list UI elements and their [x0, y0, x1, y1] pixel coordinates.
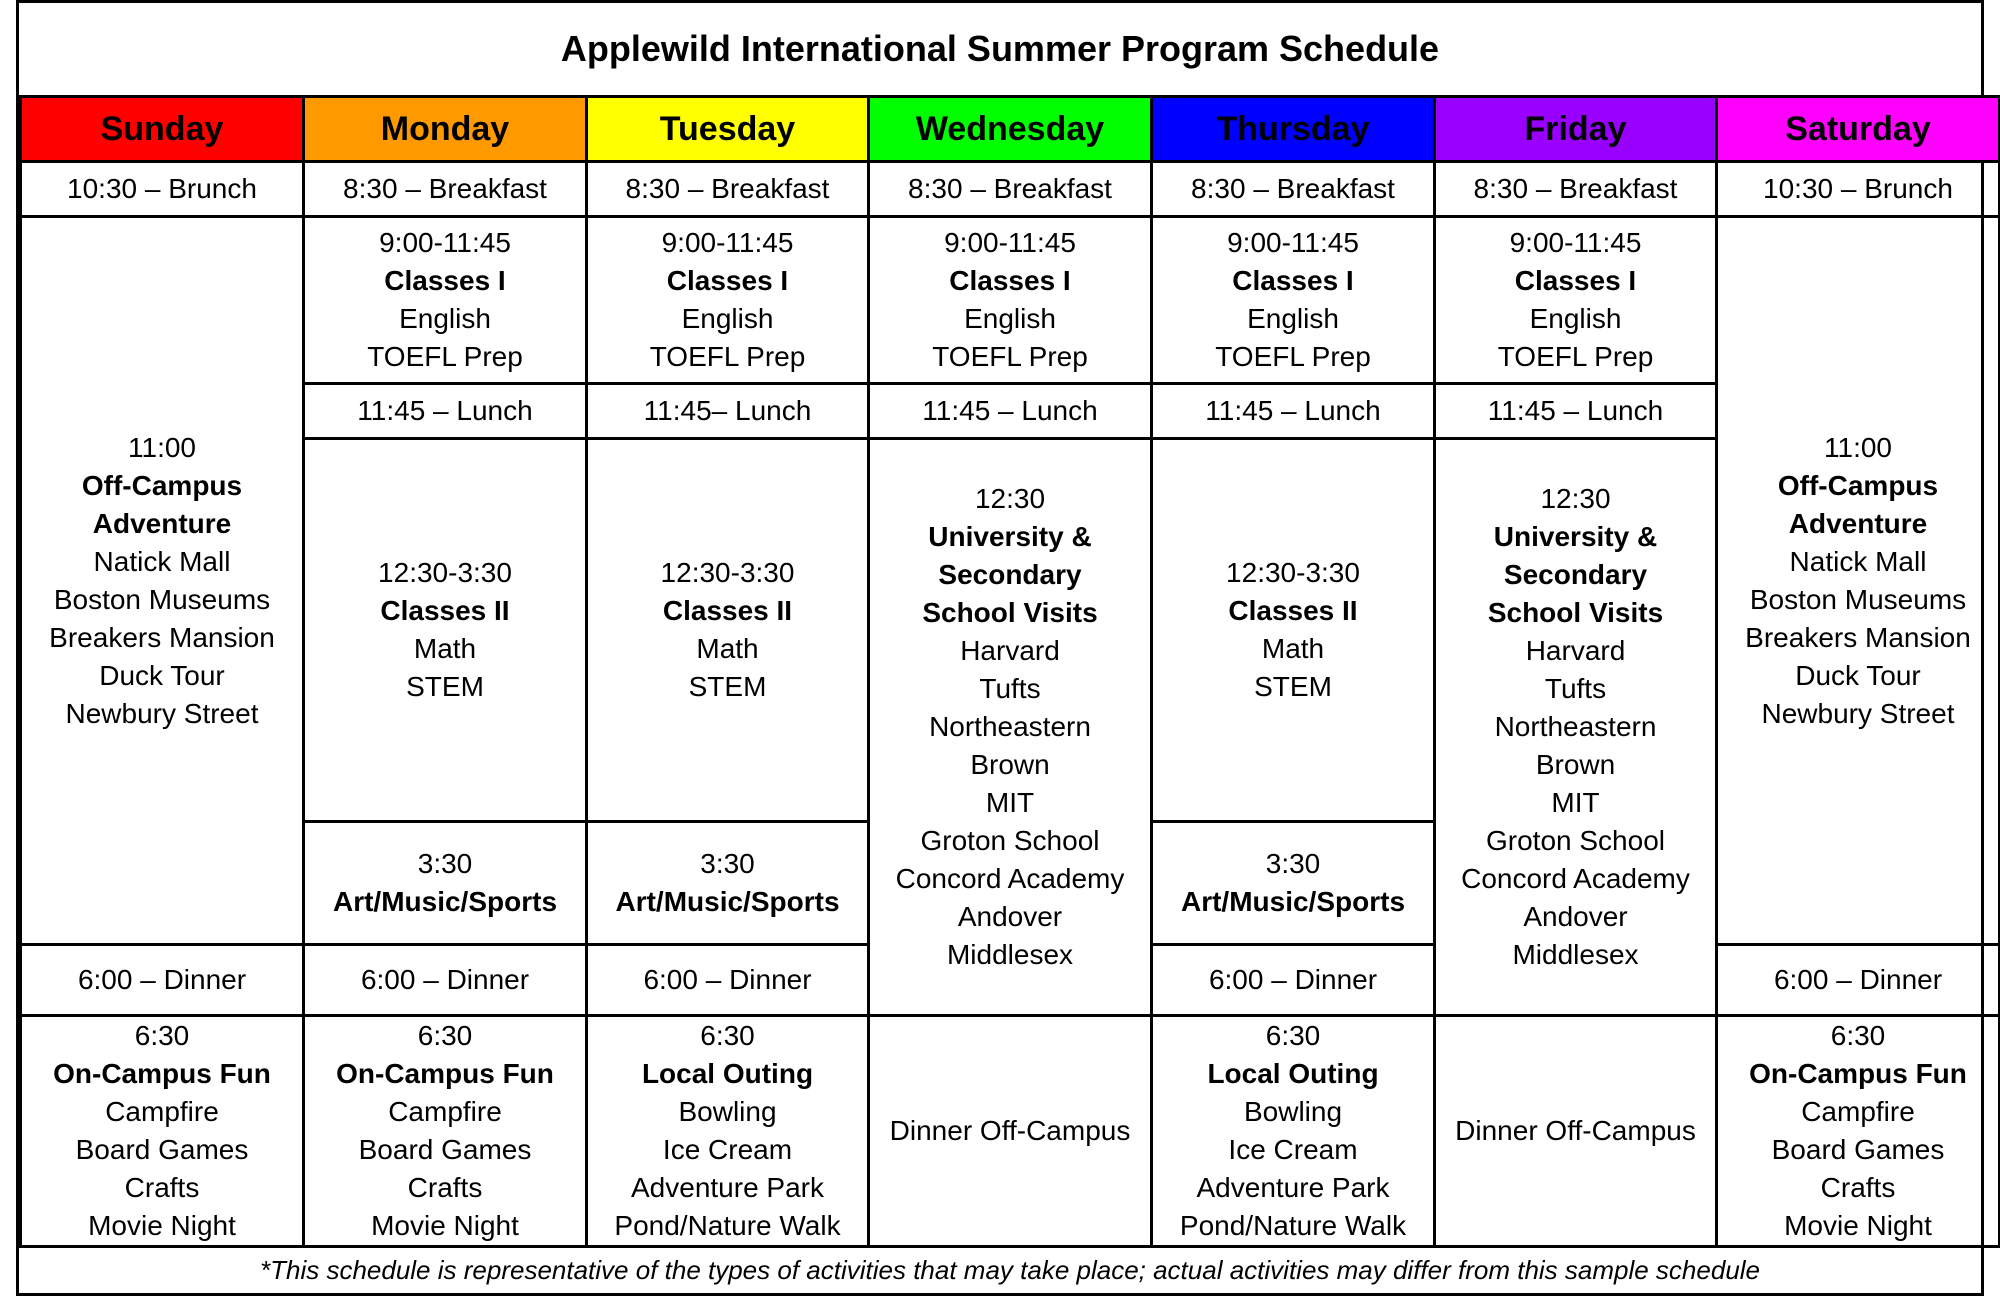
friday-breakfast: 8:30 – Breakfast — [1435, 162, 1717, 217]
saturday-dinner: 6:00 – Dinner — [1717, 945, 2000, 1016]
thursday-dinner: 6:00 – Dinner — [1152, 945, 1435, 1016]
sunday-brunch: 10:30 – Brunch — [21, 162, 304, 217]
saturday-on-campus-fun: 6:30 On-Campus Fun Campfire Board Games Crafts Movie Night — [1717, 1016, 2000, 1247]
schedule-table — [19, 95, 2000, 1292]
schedule-title: Applewild International Summer Program Schedule — [560, 28, 1440, 69]
wednesday-breakfast: 8:30 – Breakfast — [869, 162, 1152, 217]
footnote: *This schedule is representative of the types of activities that may take place; actual activities may differ from this sample schedule — [21, 1247, 2000, 1293]
day-header-friday: Friday — [1435, 97, 1717, 162]
friday-lunch: 11:45 – Lunch — [1435, 384, 1717, 439]
tuesday-art-music-sports: 3:30 Art/Music/Sports — [587, 822, 869, 945]
wednesday-classes-one: 9:00-11:45 Classes I English TOEFL Prep — [869, 217, 1152, 384]
classes-one-row — [21, 217, 2000, 384]
monday-classes-two: 12:30-3:30 Classes II Math STEM — [304, 439, 587, 822]
thursday-breakfast: 8:30 – Breakfast — [1152, 162, 1435, 217]
footnote-row — [21, 1247, 2000, 1293]
monday-on-campus-fun: 6:30 On-Campus Fun Campfire Board Games Crafts Movie Night — [304, 1016, 587, 1247]
day-header-thursday: Thursday — [1152, 97, 1435, 162]
sunday-adventure: 11:00 Off-Campus Adventure Natick Mall Boston Museums Breakers Mansion Duck Tour Newbury Street — [21, 217, 304, 945]
sunday-dinner: 6:00 – Dinner — [21, 945, 304, 1016]
lunch-row — [21, 384, 2000, 439]
thursday-local-outing: 6:30 Local Outing Bowling Ice Cream Adventure Park Pond/Nature Walk — [1152, 1016, 1435, 1247]
morning-meal-row — [21, 162, 2000, 217]
tuesday-dinner: 6:00 – Dinner — [587, 945, 869, 1016]
schedule-sheet — [16, 0, 1984, 1296]
monday-breakfast: 8:30 – Breakfast — [304, 162, 587, 217]
day-header-row — [21, 97, 2000, 162]
monday-lunch: 11:45 – Lunch — [304, 384, 587, 439]
day-header-saturday: Saturday — [1717, 97, 2000, 162]
wednesday-dinner-off-campus: Dinner Off-Campus — [869, 1016, 1152, 1247]
friday-school-visits: 12:30 University & Secondary School Visits Harvard Tufts Northeastern Brown MIT Groton School Concord Academy Andover Middlesex — [1435, 439, 1717, 1016]
day-header-tuesday: Tuesday — [587, 97, 869, 162]
tuesday-breakfast: 8:30 – Breakfast — [587, 162, 869, 217]
day-header-sunday: Sunday — [21, 97, 304, 162]
evening-row — [21, 1016, 2000, 1247]
tuesday-classes-one: 9:00-11:45 Classes I English TOEFL Prep — [587, 217, 869, 384]
friday-classes-one: 9:00-11:45 Classes I English TOEFL Prep — [1435, 217, 1717, 384]
classes-two-row — [21, 439, 2000, 822]
tuesday-classes-two: 12:30-3:30 Classes II Math STEM — [587, 439, 869, 822]
friday-dinner-off-campus: Dinner Off-Campus — [1435, 1016, 1717, 1247]
monday-art-music-sports: 3:30 Art/Music/Sports — [304, 822, 587, 945]
tuesday-lunch: 11:45– Lunch — [587, 384, 869, 439]
thursday-classes-one: 9:00-11:45 Classes I English TOEFL Prep — [1152, 217, 1435, 384]
wednesday-school-visits: 12:30 University & Secondary School Visits Harvard Tufts Northeastern Brown MIT Groton School Concord Academy Andover Middlesex — [869, 439, 1152, 1016]
monday-classes-one: 9:00-11:45 Classes I English TOEFL Prep — [304, 217, 587, 384]
day-header-wednesday: Wednesday — [869, 97, 1152, 162]
monday-dinner: 6:00 – Dinner — [304, 945, 587, 1016]
wednesday-lunch: 11:45 – Lunch — [869, 384, 1152, 439]
tuesday-local-outing: 6:30 Local Outing Bowling Ice Cream Adventure Park Pond/Nature Walk — [587, 1016, 869, 1247]
day-header-monday: Monday — [304, 97, 587, 162]
thursday-lunch: 11:45 – Lunch — [1152, 384, 1435, 439]
saturday-brunch: 10:30 – Brunch — [1717, 162, 2000, 217]
thursday-art-music-sports: 3:30 Art/Music/Sports — [1152, 822, 1435, 945]
saturday-adventure: 11:00 Off-Campus Adventure Natick Mall Boston Museums Breakers Mansion Duck Tour Newbury Street — [1717, 217, 2000, 945]
thursday-classes-two: 12:30-3:30 Classes II Math STEM — [1152, 439, 1435, 822]
sunday-on-campus-fun: 6:30 On-Campus Fun Campfire Board Games Crafts Movie Night — [21, 1016, 304, 1247]
